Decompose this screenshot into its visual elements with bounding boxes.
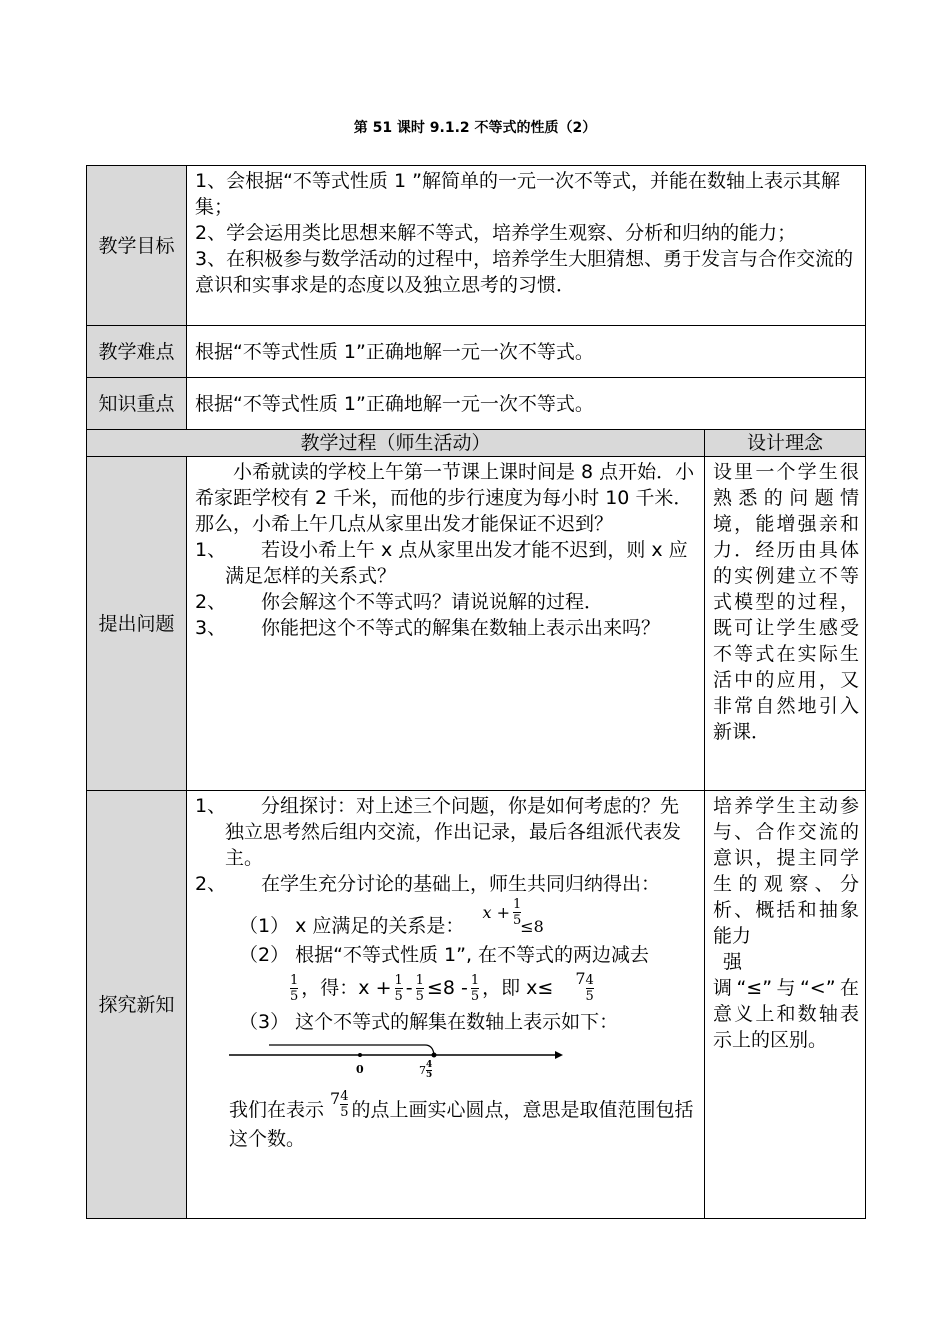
process-header: 教学过程（师生活动） (87, 430, 705, 457)
axis-label-fraction (426, 1061, 432, 1080)
fraction-denominator: 5 (394, 989, 403, 1004)
fraction-one-fifth (513, 897, 521, 928)
fraction-four-fifths (340, 1089, 348, 1120)
fraction-denominator: 5 (340, 1105, 349, 1120)
explore-label: 探究新知 (87, 791, 187, 1219)
question-text: 你会解这个不等式吗？请说说解的过程． (261, 591, 604, 613)
fraction-numerator: 1 (415, 973, 424, 988)
raise-question-label: 提出问题 (87, 457, 187, 791)
key-point-text: 根据“不等式性质 1”正确地解一元一次不等式。 (187, 378, 866, 430)
step-text: 分组探讨：对上述三个问题，你是如何考虑的？先独立思考然后组内交流，作出记录，最后各组派代表发主。 (225, 795, 682, 869)
fraction-numerator: 1 (394, 973, 403, 988)
fraction-one-fifth (290, 973, 298, 1004)
question-item (195, 537, 696, 589)
step-text: 在学生充分讨论的基础上，师生共同归纳得出： (261, 873, 661, 895)
explore-design-text: 培养学生主动参与、合作交流的意识，提主同学生的观察、分析、概括和抽象能力 (713, 795, 859, 947)
fraction-numerator: 4 (426, 1060, 433, 1070)
axis-label-whole: 7 (419, 1064, 426, 1077)
closing-text-a: 我们在表示 (229, 1099, 325, 1121)
goals-row (87, 166, 866, 326)
goals-content (187, 166, 866, 326)
closing-text (195, 1089, 696, 1152)
difficulty-text: 根据“不等式性质 1”正确地解一元一次不等式。 (187, 326, 866, 378)
conclusion-1-text: （1） x 应满足的关系是： (239, 915, 465, 937)
key-point-row (87, 378, 866, 430)
expr-left: x + (482, 903, 510, 922)
fraction-numerator: 4 (585, 973, 594, 988)
step-item (195, 871, 696, 897)
fraction-denominator: 5 (426, 1070, 433, 1080)
solution-arc (269, 1045, 434, 1055)
explore-design-note: 强调“≤”与“<”在意义上和数轴表示上的区别。 (713, 951, 859, 1051)
fraction-four-fifths (586, 973, 594, 1004)
mixed-whole: 7 (330, 1089, 341, 1108)
explore-row (87, 791, 866, 1219)
inequality-expression (482, 897, 524, 928)
fraction-numerator: 4 (340, 1089, 349, 1104)
fraction-denominator: 5 (290, 989, 299, 1004)
question-number: 1、 (195, 539, 227, 561)
goal-item: 2、学会运用类比思想来解不等式，培养学生观察、分析和归纳的能力； (195, 222, 797, 244)
explore-content (187, 791, 705, 1219)
step-number: 1、 (195, 795, 227, 817)
lesson-plan-table (86, 165, 866, 1219)
explore-design (705, 791, 866, 1219)
fraction-denominator: 5 (585, 989, 594, 1004)
conclusion-1 (195, 897, 696, 942)
axis-label-seven (419, 1061, 432, 1080)
axis-arrow (555, 1051, 563, 1059)
difficulty-label: 教学难点 (87, 326, 187, 378)
solid-dot (432, 1053, 437, 1058)
fraction-numerator: 1 (512, 897, 522, 912)
fraction-denominator: 5 (470, 989, 480, 1004)
step-item (195, 793, 696, 871)
fraction-one-fifth (395, 973, 403, 1004)
goal-item: 3、在积极参与数学活动的过程中，培养学生大胆猜想、勇于发言与合作交流的意识和实事求是的态度以及独立思考的习惯． (195, 248, 854, 296)
expr-right: ≤8 (520, 917, 544, 936)
key-point-label: 知识重点 (87, 378, 187, 430)
conclusion-2: （2） 根据“不等式性质 1”, 在不等式的两边减去 (239, 944, 650, 966)
page-title: 第 51 课时 9.1.2 不等式的性质（2） (353, 120, 597, 136)
number-line-graphic (229, 1035, 569, 1091)
question-number: 3、 (195, 617, 227, 639)
math-text: ，得：x + (301, 977, 392, 999)
fraction-denominator: 5 (415, 989, 424, 1004)
question-text: 若设小希上午 x 点从家里出发才能不迟到，则 x 应满足怎样的关系式？ (225, 539, 688, 587)
goals-label: 教学目标 (87, 166, 187, 326)
mixed-whole: 7 (575, 969, 586, 988)
question-text: 你能把这个不等式的解集在数轴上表示出来吗？ (261, 617, 661, 639)
fraction-numerator: 1 (290, 973, 299, 988)
conclusion-3: （3） 这个不等式的解集在数轴上表示如下： (239, 1011, 619, 1033)
math-text: ，即 x≤ (482, 977, 554, 999)
conclusion-2-math (195, 968, 696, 1009)
raise-question-design: 设里一个学生很熟悉的问题情境，能增强亲和力．经历由具体的实例建立不等式模型的过程，既可让学生感受不等式在实际生活中的应用，又非常自然地引入新课． (705, 457, 866, 791)
math-text: ≤8 - (426, 977, 468, 999)
number-line (229, 1035, 696, 1091)
raise-question-content (187, 457, 705, 791)
goal-item: 1、会根据“不等式性质 1 ”解简单的一元一次不等式，并能在数轴上表示其解集； (195, 170, 840, 218)
question-item (195, 615, 696, 641)
question-item (195, 589, 696, 615)
closing-text-b: 的点上画实心圆点，意思是取值范围包括这个数。 (229, 1099, 694, 1150)
raise-question-row (87, 457, 866, 791)
fraction-one-fifth (471, 973, 479, 1004)
scenario-text: 小希就读的学校上午第一节课上课时间是 8 点开始．小希家距学校有 2 千米，而他的步行速度为每小时 10 千米．那么，小希上午几点从家里出发才能保证不迟到？ (195, 461, 695, 535)
design-header: 设计理念 (705, 430, 866, 457)
process-header-row (87, 430, 866, 457)
fraction-denominator: 5 (512, 913, 522, 928)
fraction-one-fifth (416, 973, 424, 1004)
step-number: 2、 (195, 873, 227, 895)
fraction-numerator: 1 (470, 973, 480, 988)
axis-label-zero: 0 (356, 1063, 364, 1076)
question-number: 2、 (195, 591, 227, 613)
difficulty-row (87, 326, 866, 378)
math-text: - (405, 977, 413, 999)
